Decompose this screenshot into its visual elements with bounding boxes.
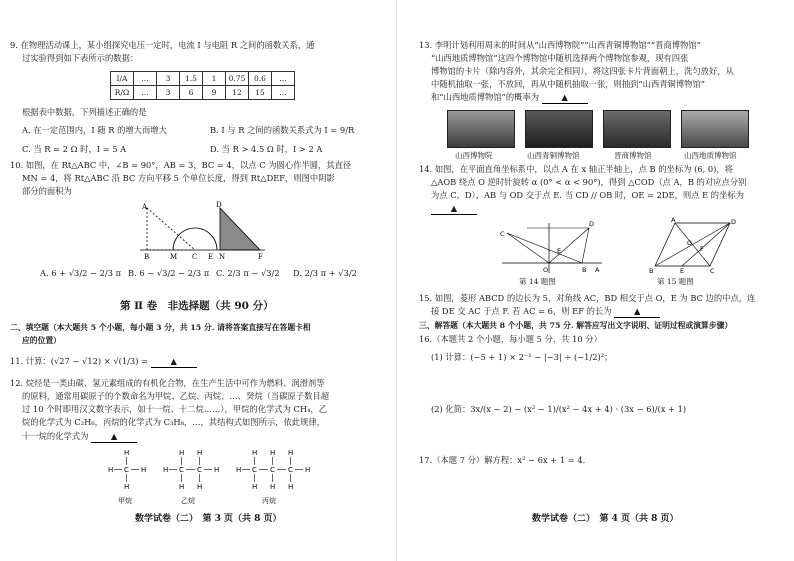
label-a: A xyxy=(142,203,148,211)
table-cell: I/A xyxy=(111,72,134,86)
q14-blank-line xyxy=(431,203,477,215)
page-footer-right: 数学试卷（二） 第 4 页（共 8 页） xyxy=(532,514,679,524)
q9-stem-line1: 9. 在物理活动课上，某小组探究电压一定时，电流 I 与电阻 R 之间的函数关系，通 xyxy=(10,40,315,50)
answer-heading: 三、解答题（本大题共 8 个小题，共 75 分. 解答应写出文字说明、证明过程或演算步骤） xyxy=(419,321,733,330)
svg-text:H: H xyxy=(179,483,185,491)
figure-14-caption: 第 14 题图 xyxy=(519,277,556,286)
table-cell: 15 xyxy=(249,86,272,100)
label-b: B xyxy=(144,253,150,261)
q17-text: 17.（本题 7 分）解方程：x² − 6x + 1 = 4. xyxy=(419,455,586,465)
svg-text:H: H xyxy=(124,449,130,457)
svg-text:H: H xyxy=(124,483,130,491)
q9-option-a: A. 在一定范围内，I 随 R 的增大而增大 xyxy=(22,125,167,135)
q10-line3: 部分的面积为 xyxy=(22,186,72,196)
q15-line2 xyxy=(431,306,660,318)
svg-text:C: C xyxy=(288,466,293,474)
svg-text:B: B xyxy=(649,267,654,275)
photo-caption-2: 山西青铜博物馆 xyxy=(527,151,580,160)
fill-heading: 二、填空题（本大题共 5 个小题，每小题 3 分，共 15 分. 请将答案直接写在答题卡相 xyxy=(10,323,311,332)
q14-line3: 为点 C，D），AB 与 OD 交于点 E. 当 CD // OB 时，OE = 2DE，则点 E 的坐标为 xyxy=(431,190,744,200)
svg-text:C: C xyxy=(179,466,184,474)
svg-text:E: E xyxy=(557,247,562,255)
q9-data-table xyxy=(110,71,295,100)
table-cell: … xyxy=(272,86,295,100)
svg-text:O: O xyxy=(543,266,549,274)
svg-text:A: A xyxy=(595,266,600,274)
figure-14 xyxy=(497,218,607,276)
q9-stem-line2: 过实验得到如下表所示的数据： xyxy=(22,53,139,63)
label-e: E xyxy=(208,253,214,261)
q10-option-b: B. 6 − √3/2 − 2/3 π xyxy=(128,268,210,278)
q14-answer-blank: ▲ xyxy=(431,203,477,215)
name-ethane: 乙烷 xyxy=(181,497,195,505)
name-propane: 丙烷 xyxy=(262,497,276,505)
semicircle xyxy=(173,228,217,250)
svg-text:H: H xyxy=(214,466,220,474)
svg-text:C: C xyxy=(124,466,129,474)
q14-line1: 14. 如图，在平面直角坐标系中，以点 A 在 x 轴正半轴上，点 B 的坐标为 (6, 0)，将 xyxy=(419,164,733,174)
photo-caption-1: 山西博物院 xyxy=(455,151,493,160)
photo-geology-museum xyxy=(681,110,749,148)
q13-line2: “山西地质博物馆”这四个博物馆中随机选择两个博物馆参观，现有四张 xyxy=(431,53,689,63)
svg-text:D: D xyxy=(731,218,737,226)
table-cell: 6 xyxy=(180,86,203,100)
figure-15-caption: 第 15 题图 xyxy=(657,277,694,286)
svg-text:C: C xyxy=(252,466,257,474)
svg-text:E: E xyxy=(680,267,685,275)
page-4 xyxy=(397,0,794,561)
table-cell: 3 xyxy=(157,86,180,100)
name-methane: 甲烷 xyxy=(118,497,132,505)
q12-line4: 烷的化学式为 C₂H₆，丙烷的化学式为 C₃H₈，…，其结构式如图所示，依此规律， xyxy=(22,417,325,427)
q12-answer-blank: ▲ xyxy=(91,431,137,443)
table-cell: R/Ω xyxy=(111,86,134,100)
q16-part2: (2) 化简：3x/(x − 2) − (x² − 1)/(x² − 4x + 4) · (3x − 6)/(x + 1) xyxy=(431,404,687,414)
q13-line3: 博物馆的卡片（除内容外，其余完全相同），将这四张卡片背面朝上，洗匀放好，从 xyxy=(431,66,734,76)
section-title: 第 Ⅱ 卷 非选择题（共 90 分） xyxy=(120,300,274,312)
q13-line5 xyxy=(431,92,588,104)
svg-text:H: H xyxy=(108,466,114,474)
ethane-structure xyxy=(163,449,219,491)
shaded-triangle xyxy=(220,208,260,250)
svg-text:C: C xyxy=(710,267,715,275)
q12-line1: 12. 烷烃是一类由碳、氢元素组成的有机化合物，在生产生活中可作为燃料、润滑剂等 xyxy=(10,378,325,388)
table-cell: 0.6 xyxy=(249,72,272,86)
figure-15 xyxy=(645,218,735,276)
q13-line4: 中随机抽取一张，不放回，再从中随机抽取一张，则抽到“山西青铜博物馆” xyxy=(431,79,705,89)
svg-text:H: H xyxy=(197,449,203,457)
svg-text:C: C xyxy=(500,230,505,238)
label-d: D xyxy=(216,201,222,209)
label-n: N xyxy=(219,253,226,261)
q16-part1: (1) 计算：(−5 + 1) × 2⁻¹ − |−3| ÷ (−1/2)²； xyxy=(431,352,613,362)
svg-text:H: H xyxy=(179,449,185,457)
q9-option-b: B. I 与 R 之间的函数关系式为 I = 9/R xyxy=(210,125,355,135)
svg-text:H: H xyxy=(163,466,169,474)
photo-bronze-museum xyxy=(525,110,593,148)
svg-text:H: H xyxy=(270,483,276,491)
propane-structure xyxy=(236,449,310,491)
svg-text:H: H xyxy=(288,483,294,491)
table-cell: … xyxy=(134,86,157,100)
q15-prompt: 接 DE 交 AC 于点 F. 若 AC = 6，则 EF 的长为 xyxy=(431,306,612,316)
q11-answer-blank: ▲ xyxy=(151,356,197,368)
label-m: M xyxy=(170,253,178,261)
photo-jinshang-museum xyxy=(603,110,671,148)
table-cell: … xyxy=(272,72,295,86)
svg-text:H: H xyxy=(305,466,311,474)
label-c: C xyxy=(192,253,198,261)
q13-prompt: 和“山西地质博物馆”的概率为 xyxy=(431,92,540,102)
alkane-structures xyxy=(100,448,320,506)
photo-shanxi-museum xyxy=(447,110,515,148)
q12-line3: 过 10 个时即用汉文数字表示，如十一烷、十二烷……），甲烷的化学式为 CH₄，乙 xyxy=(22,404,328,414)
svg-text:O: O xyxy=(687,239,693,247)
diagonal-bd xyxy=(655,223,730,266)
methane-structure xyxy=(108,449,146,491)
q14-line2: △AOB 绕点 O 逆时针旋转 α (0° < α < 90°)，得到 △COD（点 A，B 的对应点分别 xyxy=(431,177,747,187)
q10-option-c: C. 2/3 π − √3/2 xyxy=(216,268,280,278)
table-cell: 9 xyxy=(203,86,226,100)
q10-option-a: A. 6 + √3/2 − 2/3 π xyxy=(40,268,122,278)
q11-text xyxy=(10,356,197,368)
page-footer-left: 数学试卷（二） 第 3 页（共 8 页） xyxy=(135,514,282,524)
q9-option-d: D. 当 R > 4.5 Ω 时，I > 2 A xyxy=(210,144,323,154)
table-cell: … xyxy=(134,72,157,86)
svg-text:C: C xyxy=(197,466,202,474)
q12-prompt: 十一烷的化学式为 xyxy=(22,431,89,441)
table-cell: 3 xyxy=(157,72,180,86)
table-cell: 1.5 xyxy=(180,72,203,86)
svg-text:A: A xyxy=(671,216,676,224)
q13-answer-blank: ▲ xyxy=(542,92,588,104)
svg-text:H: H xyxy=(288,449,294,457)
table-cell: 0.75 xyxy=(226,72,249,86)
q10-line1: 10. 如图，在 Rt△ABC 中，∠B = 90°，AB = 3，BC = 4，以点 C 为圆心作半圆，其直径 xyxy=(10,160,352,170)
svg-text:F: F xyxy=(700,245,704,253)
triangle-rotated xyxy=(507,233,582,263)
svg-text:H: H xyxy=(270,449,276,457)
q10-figure xyxy=(135,200,270,260)
photo-caption-4: 山西地质博物馆 xyxy=(684,151,737,160)
q9-table-row-current xyxy=(111,72,295,86)
q10-option-d: D. 2/3 π + √3/2 xyxy=(293,268,357,278)
q16-head: 16.（本题共 2 个小题，每小题 5 分，共 10 分） xyxy=(419,334,602,344)
svg-text:H: H xyxy=(252,449,258,457)
q13-line1: 13. 李明计划利用周末的时间从“山西博物院”“山西青铜博物馆”“晋商博物馆” xyxy=(419,40,701,50)
label-f: F xyxy=(258,253,263,261)
photo-caption-3: 晋商博物馆 xyxy=(614,151,652,160)
svg-text:D: D xyxy=(589,220,595,228)
q9-option-c: C. 当 R = 2 Ω 时，I = 5 A xyxy=(22,144,127,154)
triangle-cod xyxy=(527,228,589,263)
q12-line5 xyxy=(22,431,137,443)
table-cell: 1 xyxy=(203,72,226,86)
svg-text:C: C xyxy=(270,466,275,474)
svg-text:H: H xyxy=(236,466,242,474)
svg-text:H: H xyxy=(141,466,147,474)
q15-line1: 15. 如图，菱形 ABCD 的边长为 5，对角线 AC，BD 相交于点 O，E 为 BC 边的中点，连 xyxy=(419,293,756,303)
q9-table-row-resistance xyxy=(111,86,295,100)
q11-expression: 11. 计算：(√27 − √12) × √(1/3) = xyxy=(10,356,149,366)
q12-line2: 的原料，通常用碳原子的个数命名为甲烷、乙烷、丙烷、…、癸烷（当碳原子数目超 xyxy=(22,391,329,401)
table-cell: 12 xyxy=(226,86,249,100)
q10-line2: MN = 4，将 Rt△ABC 沿 BC 方向平移 5 个单位长度，得到 Rt△DEF，则图中阴影 xyxy=(22,173,335,183)
fill-heading-line2: 应的位置） xyxy=(22,336,61,345)
svg-text:H: H xyxy=(197,483,203,491)
svg-text:B: B xyxy=(582,266,587,274)
q9-judge: 根据表中数据，下列描述正确的是 xyxy=(22,107,147,117)
q15-answer-blank: ▲ xyxy=(614,306,660,318)
svg-text:H: H xyxy=(252,483,258,491)
